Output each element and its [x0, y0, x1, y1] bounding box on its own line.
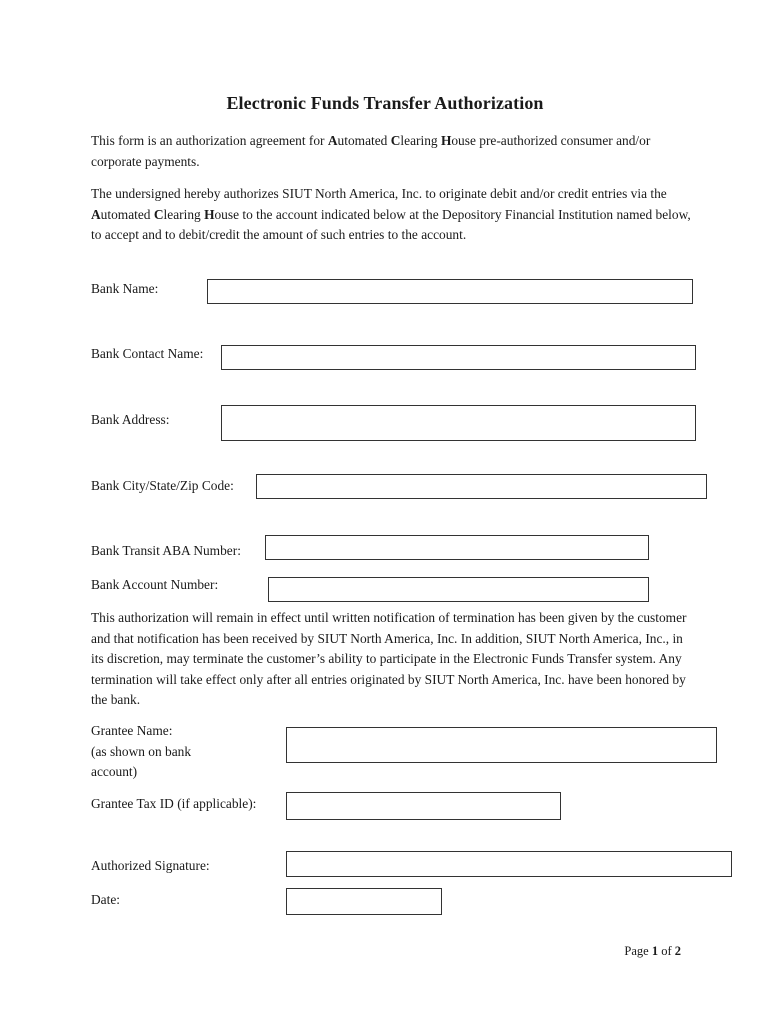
grantee-name-label-text: Grantee Name:: [91, 723, 173, 738]
bank-name-input[interactable]: [207, 279, 693, 304]
date-input[interactable]: [286, 888, 442, 915]
intro-text-c: learing: [400, 133, 441, 148]
grantee-name-note-1: (as shown on bank: [91, 743, 192, 759]
page-current: 1: [651, 944, 659, 958]
undersigned-text-a: utomated: [100, 206, 154, 222]
page-number: [560, 944, 681, 959]
bank-address-input[interactable]: [221, 405, 696, 441]
intro-bold-a: A: [327, 133, 338, 148]
undersigned-text-pre: The undersigned hereby authorizes SIUT North America, Inc. to originate debit and/or credit entries via the: [91, 186, 667, 201]
page-total: 2: [674, 944, 681, 958]
grantee-tax-id-input[interactable]: [286, 792, 561, 820]
intro-text-pre: This form is an authorization agreement for: [91, 133, 328, 148]
bank-contact-name-input[interactable]: [221, 345, 696, 370]
undersigned-bold-h: H: [204, 206, 215, 222]
undersigned-bold-a: A: [91, 206, 101, 222]
bank-transit-aba-label: Bank Transit ABA Number:: [91, 543, 241, 558]
authorized-signature-input[interactable]: [286, 851, 732, 877]
bank-transit-aba-input[interactable]: [265, 535, 649, 560]
page-of: of: [658, 944, 675, 958]
grantee-name-input[interactable]: [286, 727, 717, 763]
authorized-signature-label: Authorized Signature:: [91, 858, 210, 873]
intro-bold-h: H: [440, 133, 452, 148]
bank-city-state-zip-label: Bank City/State/Zip Code:: [91, 478, 234, 493]
undersigned-paragraph: [91, 184, 691, 246]
page-word: Page: [624, 944, 652, 958]
bank-contact-name-label: Bank Contact Name:: [91, 346, 204, 361]
undersigned-text-c: learing: [163, 206, 205, 222]
intro-bold-c: C: [390, 133, 401, 148]
page-title: Electronic Funds Transfer Authorization: [226, 93, 544, 113]
termination-paragraph: This authorization will remain in effect until written notification of termination has been given by the customer and that notification has been received by SIUT North America, Inc. In addition, SIUT North America, Inc., in its discretion, may terminate the customer’s ability to participate in the Electronic Funds Transfer system. Any termination will take effect only after all entries originated by SIUT North America, Inc. have been honored by the bank.: [91, 610, 687, 707]
bank-account-number-label: Bank Account Number:: [91, 577, 219, 592]
bank-address-label: Bank Address:: [91, 412, 170, 427]
undersigned-text-post: ouse to the account indicated below at the Depository Financial Institution named below, to accept and to debit/credit the amount of such entries to the account.: [91, 206, 691, 242]
bank-account-number-input[interactable]: [268, 577, 649, 602]
grantee-name-label: [91, 721, 191, 783]
intro-text-a: utomated: [337, 133, 391, 148]
bank-city-state-zip-input[interactable]: [256, 474, 707, 499]
date-label: Date:: [91, 892, 120, 907]
bank-name-label: Bank Name:: [91, 281, 159, 296]
intro-paragraph: [91, 131, 681, 172]
undersigned-bold-c: C: [153, 206, 164, 222]
intro-text-post: ouse pre-authorized consumer and/or corporate payments.: [91, 133, 651, 169]
grantee-tax-id-label: Grantee Tax ID (if applicable):: [91, 796, 257, 811]
grantee-name-note-2: account): [91, 764, 138, 779]
